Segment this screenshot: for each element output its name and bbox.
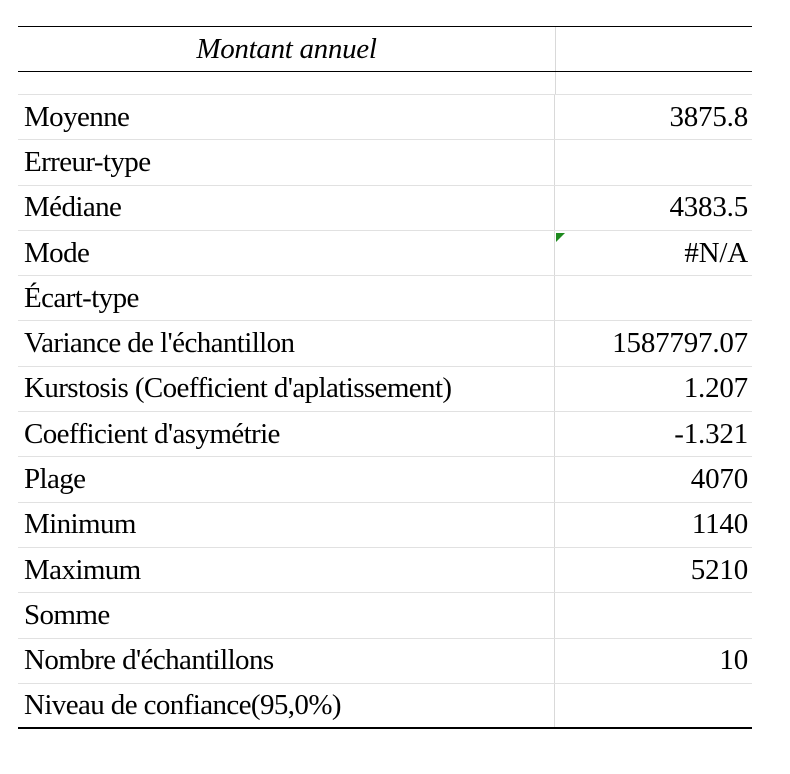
value-cell[interactable] bbox=[555, 140, 752, 184]
header-empty-cell[interactable] bbox=[556, 27, 752, 71]
value-cell[interactable]: 3875.8 bbox=[669, 100, 748, 133]
table-row-variance bbox=[18, 321, 752, 366]
table-row-kurtosis bbox=[18, 367, 752, 412]
label-cell[interactable]: Maximum bbox=[18, 548, 555, 592]
label-cell[interactable]: Moyenne bbox=[18, 95, 555, 139]
value-cell[interactable]: 10 bbox=[719, 644, 748, 677]
value-cell[interactable]: 1587797.07 bbox=[612, 327, 748, 360]
table-header-cell[interactable]: Montant annuel bbox=[18, 27, 556, 71]
label-cell[interactable]: Minimum bbox=[18, 503, 555, 547]
label-cell[interactable]: Médiane bbox=[18, 186, 555, 230]
table-row-mean bbox=[18, 95, 752, 140]
value-cell[interactable]: 5210 bbox=[690, 553, 748, 586]
label-cell[interactable]: Coefficient d'asymétrie bbox=[18, 412, 555, 456]
label-cell[interactable]: Kurstosis (Coefficient d'aplatissement) bbox=[18, 367, 555, 411]
table-row-standard-error bbox=[18, 140, 752, 185]
blank-row bbox=[18, 72, 752, 95]
table-header-row bbox=[18, 26, 752, 72]
label-cell[interactable]: Niveau de confiance(95,0%) bbox=[18, 684, 555, 727]
blank-cell-right[interactable] bbox=[556, 72, 752, 94]
table-row-sum bbox=[18, 593, 752, 638]
value-cell[interactable] bbox=[555, 276, 752, 320]
label-cell[interactable]: Écart-type bbox=[18, 276, 555, 320]
value-cell[interactable]: 1.207 bbox=[683, 372, 748, 405]
label-cell[interactable]: Somme bbox=[18, 593, 555, 637]
value-cell[interactable]: 4383.5 bbox=[669, 191, 748, 224]
value-text: #N/A bbox=[684, 236, 748, 269]
table-row-confidence-level bbox=[18, 684, 752, 729]
table-row-skewness bbox=[18, 412, 752, 457]
value-cell[interactable] bbox=[555, 684, 752, 727]
error-indicator-icon bbox=[556, 233, 565, 242]
value-cell-with-error[interactable] bbox=[555, 231, 752, 275]
label-cell[interactable]: Mode bbox=[18, 231, 555, 275]
label-cell[interactable]: Plage bbox=[18, 457, 555, 501]
table-row-mode bbox=[18, 231, 752, 276]
label-cell[interactable]: Erreur-type bbox=[18, 140, 555, 184]
table-row-standard-deviation bbox=[18, 276, 752, 321]
table-row-range bbox=[18, 457, 752, 502]
value-cell[interactable]: 1140 bbox=[691, 508, 748, 541]
table-row-median bbox=[18, 186, 752, 231]
value-cell[interactable] bbox=[555, 593, 752, 637]
statistics-table bbox=[18, 26, 752, 729]
blank-cell-left[interactable] bbox=[18, 72, 556, 94]
table-row-count bbox=[18, 639, 752, 684]
table-row-minimum bbox=[18, 503, 752, 548]
label-cell[interactable]: Variance de l'échantillon bbox=[18, 321, 555, 365]
label-cell[interactable]: Nombre d'échantillons bbox=[18, 639, 555, 683]
table-row-maximum bbox=[18, 548, 752, 593]
value-cell[interactable]: -1.321 bbox=[674, 417, 748, 450]
value-cell[interactable]: 4070 bbox=[690, 463, 748, 496]
